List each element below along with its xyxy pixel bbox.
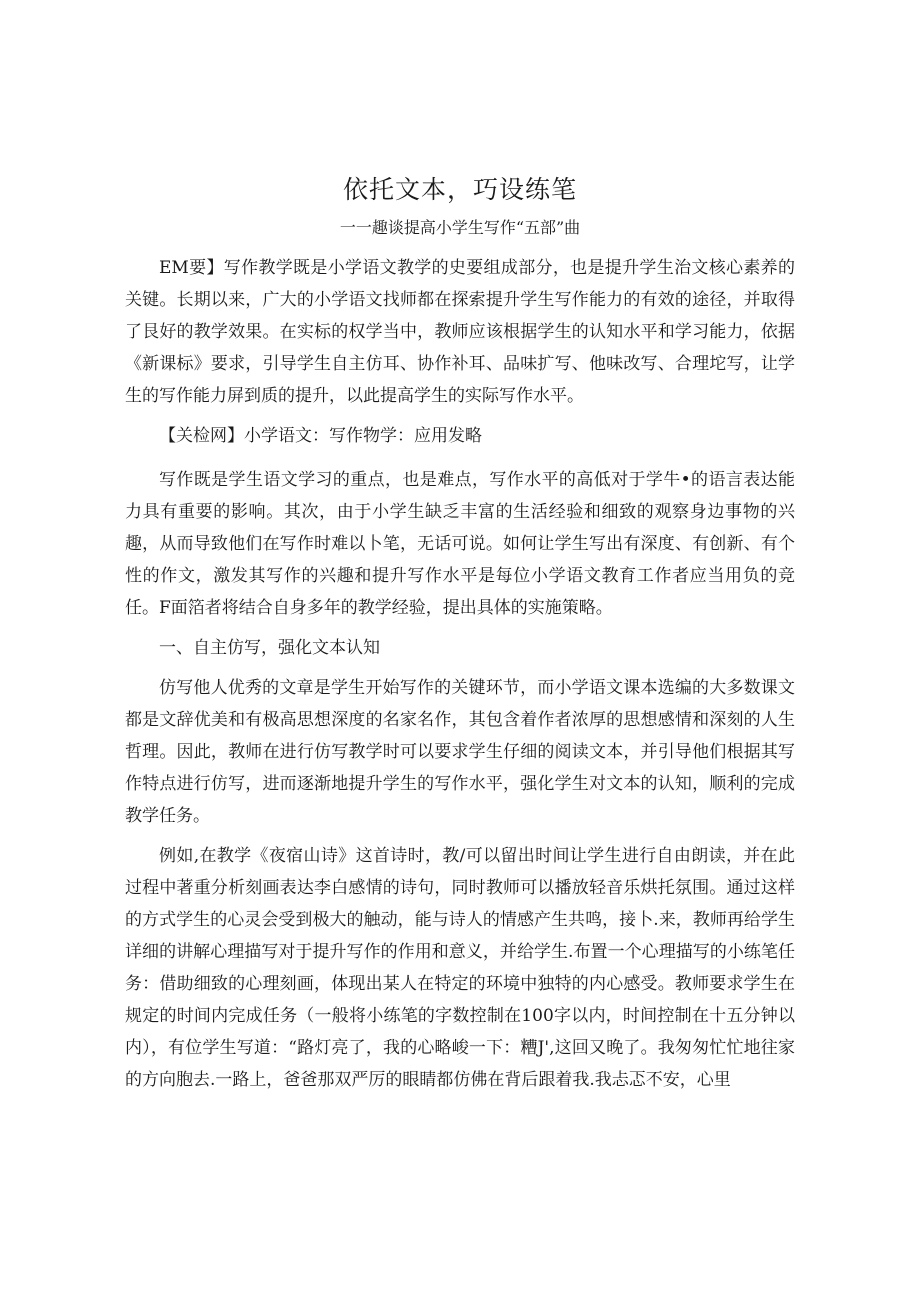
body-paragraph: 仿写他人优秀的文章是学生开始写作的关键环节，而小学语文课本选编的大多数课文都是文辞优美和有极高思想深度的名家名作，其包含着作者浓厚的思想感情和深刻的人生哲理。因此，教师在进行仿写教学时可以要求学生仔细的阅读文本，并引导他们根据其写作特点进行仿写，进而逐渐地提升学生的写作水平，强化学生对文本的认知，顺利的完成教学任务。 [125, 678, 795, 826]
intro-paragraph: 写作既是学生语文学习的重点，也是难点，写作水平的高低对于学牛•的语言表达能力具有重要的影响。其次，由于小学生缺乏丰富的生活经验和细致的观察身边事物的兴趣，从而导致他们在写作时难以卜笔，无话可说。如何让学生写出有深度、有创新、有个性的作文，激发其写作的兴趣和提升写作水平是每位小学语文教育工作者应当用负的竞任。F面箔者将结合自身多年的教学经验，提出具体的实施策略。 [125, 470, 795, 618]
abstract-paragraph: EM要】写作教学既是小学语文教学的史要组成部分，也是提升学生治文核心素养的关键。长期以来，广大的小学语文找师都在探索提升学生写作能力的有效的途径，并取得了艮好的教学效果。在实标的权学当中，教师应该根据学生的认知水平和学习能力，依据《新课标》要求，引导学生自主仿耳、协作补耳、品味扩写、他味改写、合理坨写，让学生的写作能力屏到质的提升，以此提高学生的实际写作水平。 [125, 258, 795, 406]
document-body [125, 252, 795, 1096]
section-heading: 一、自主仿写，强化文本认知 [159, 638, 380, 658]
document-subtitle: 一一趣谈提高小学生写作“五部”曲 [339, 218, 581, 237]
document-title: 依托文本，巧设练笔 [342, 175, 577, 204]
keywords-paragraph: 【关检网】小学语文：写作物学：应用发略 [159, 426, 482, 446]
body-paragraph: 例如,在教学《夜宿山诗》这首诗时，教/可以留出时间让学生进行自由朗读，并在此过程中著重分析刻画表达李白感情的诗句，同时教师可以播放轻音乐烘托氛围。通过这样的方式学生的心灵会受到极大的触动，能与诗人的情感产生共鸣，接卜.来，教师再给学生详细的讲解心理描写对于提升写作的作用和意义，并给学生.布置一个心理描写的小练笔任务：借助细致的心理刻画，体现出某人在特定的环境中独特的内心感受。教师要求学生在规定的时间内完成任务（一般将小练笔的字数控制在100字以内，时间控制在十五分钟以内），有位学生写道：“路灯亮了，我的心略峻一下：糟J',这回又晚了。我匆匆忙忙地往家的方向胞去.一路上，爸爸那双严厉的眼睛都仿佛在背后跟着我.我忐忑不安，心里 [125, 846, 795, 1090]
